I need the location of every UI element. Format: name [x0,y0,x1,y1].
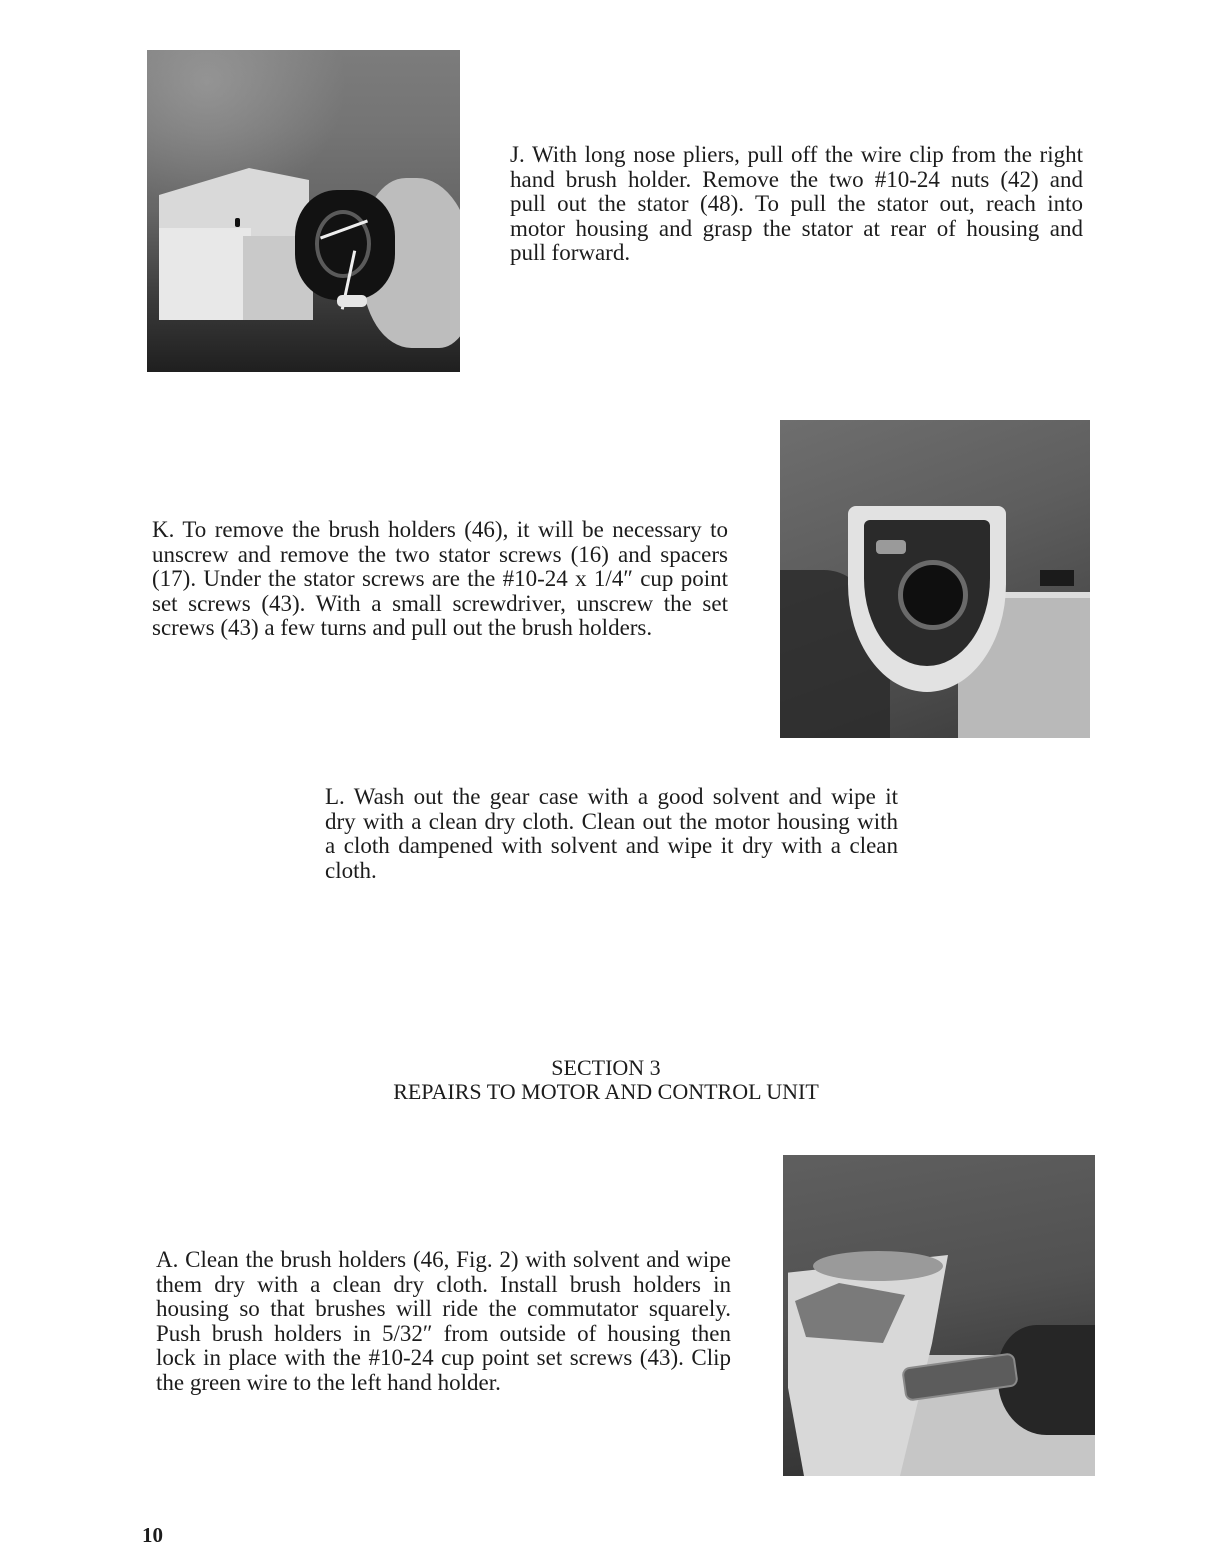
step-k-line: K. To remove the brush holders (46), it will be necessary to [152,517,728,542]
photo-detail [813,1251,943,1281]
step-a-line: lock in place with the #10-24 cup point set screws (43). Clip [156,1345,731,1370]
step-a-line: Push brush holders in 5/32″ from outside of housing then [156,1320,731,1346]
step-l-line: dry with a clean dry cloth. Clean out the motor housing with [325,808,898,834]
step-j-line: hand brush holder. Remove the two #10-24 nuts (42) and [510,166,1083,192]
step-k-line: set screws (43). With a small screwdriver, unscrew the set [152,590,728,616]
photo-detail [1040,570,1074,586]
photo-stator-removal [147,50,460,372]
step-k-paragraph [152,518,728,641]
section-title: REPAIRS TO MOTOR AND CONTROL UNIT [393,1079,819,1104]
step-a-line: housing so that brushes will ride the commutator squarely. [156,1296,731,1321]
photo-detail [337,295,367,307]
step-k-line: unscrew and remove the two stator screws (16) and spacers [152,541,728,567]
step-j-line: J. With long nose pliers, pull off the wire clip from the right [510,142,1083,167]
step-l-line: cloth. [325,857,377,883]
step-l-line: L. Wash out the gear case with a good solvent and wipe it [325,784,898,809]
step-l-line: a cloth dampened with solvent and wipe it dry with a clean [325,833,898,858]
step-j-line: motor housing and grasp the stator at rear of housing and [510,215,1083,241]
section-heading [300,1056,912,1104]
step-k-line: (17). Under the stator screws are the #10-24 x 1/4″ cup point [152,566,728,591]
photo-detail [235,218,240,227]
step-a-line: the green wire to the left hand holder. [156,1369,501,1395]
step-l-paragraph [325,785,898,883]
photo-detail [898,560,968,630]
step-k-line: screws (43) a few turns and pull out the brush holders. [152,615,653,640]
step-a-line: A. Clean the brush holders (46, Fig. 2) with solvent and wipe [156,1247,731,1272]
step-a-line: them dry with a clean dry cloth. Install brush holders in [156,1271,731,1297]
section-number: SECTION 3 [551,1055,661,1080]
page-number: 10 [142,1523,163,1547]
photo-brush-holder-removal [780,420,1090,738]
photo-detail [876,540,906,554]
photo-brush-holder-install [783,1155,1095,1476]
step-j-line: pull out the stator (48). To pull the stator out, reach into [510,191,1083,216]
step-j-paragraph [510,143,1083,266]
photo-detail [159,228,251,320]
step-j-line: pull forward. [510,240,631,265]
step-a-paragraph [156,1248,731,1395]
